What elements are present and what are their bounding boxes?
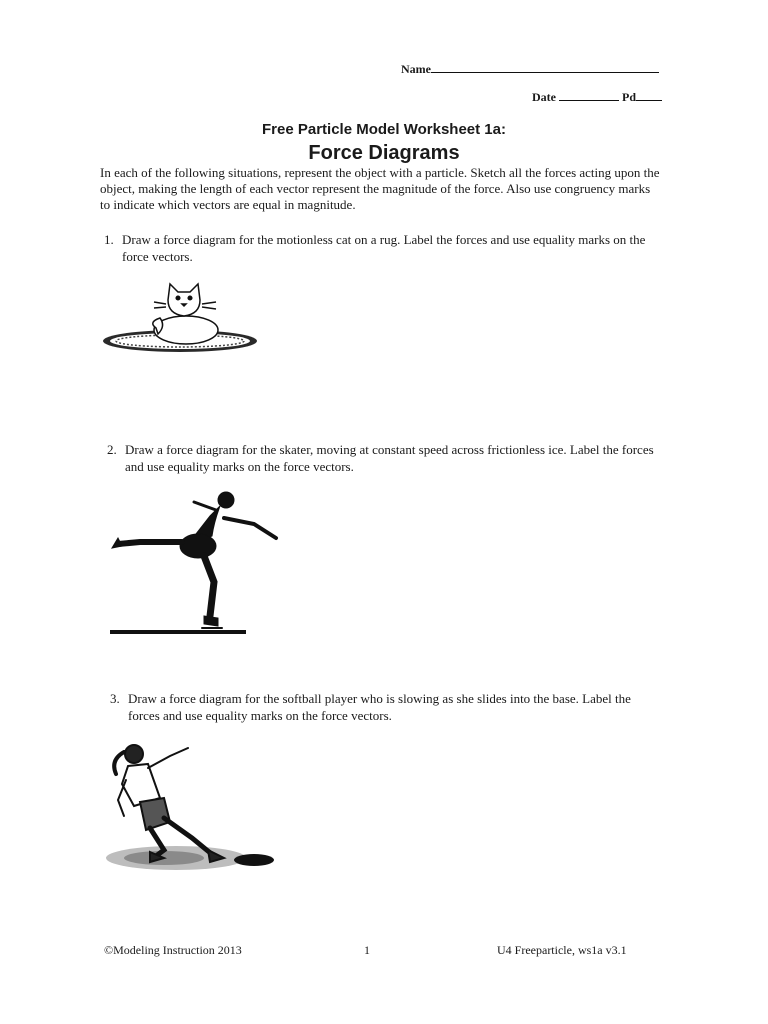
date-label: Date bbox=[532, 90, 556, 104]
ice-surface-line bbox=[110, 630, 246, 634]
period-label: Pd bbox=[622, 90, 637, 104]
softball-player-illustration bbox=[104, 740, 284, 875]
ice-skater-illustration bbox=[106, 490, 286, 640]
period-blank-line[interactable] bbox=[636, 99, 662, 101]
skater-icon bbox=[112, 492, 276, 628]
name-field[interactable] bbox=[401, 62, 659, 77]
question-1 bbox=[104, 231, 664, 271]
question-number: 3. bbox=[110, 691, 120, 706]
question-text: Draw a force diagram for the motionless cat on a rug. Label the forces and use equality marks on the force vectors. bbox=[122, 232, 646, 264]
footer-document-id: U4 Freeparticle, ws1a v3.1 bbox=[497, 943, 627, 957]
name-blank-line[interactable] bbox=[431, 71, 659, 73]
worksheet-subtitle: Free Particle Model Worksheet 1a: bbox=[262, 121, 506, 138]
question-3 bbox=[110, 690, 670, 730]
cat-on-rug-illustration bbox=[100, 278, 260, 358]
base-icon bbox=[234, 854, 274, 866]
cat-icon bbox=[153, 284, 218, 344]
footer-page-number: 1 bbox=[364, 943, 370, 957]
softball-player-icon bbox=[114, 745, 224, 862]
date-blank-line[interactable] bbox=[559, 99, 619, 101]
question-number: 2. bbox=[107, 442, 117, 457]
question-text: Draw a force diagram for the skater, moving at constant speed across frictionless ice. Label the forces and use equality marks on the force vectors. bbox=[125, 442, 654, 474]
name-label: Name bbox=[401, 62, 431, 76]
date-period-row bbox=[532, 90, 662, 105]
question-text: Draw a force diagram for the softball player who is slowing as she slides into the base. Label the forces and use equality marks on the force vectors. bbox=[128, 691, 631, 723]
question-number: 1. bbox=[104, 232, 114, 247]
instructions-paragraph: In each of the following situations, represent the object with a particle. Sketch all the forces acting upon the object, making the length of each vector represent the magnitude of the force. Also use congruency marks to indicate which vectors are equal in magnitude. bbox=[100, 165, 660, 212]
worksheet-title: Force Diagrams bbox=[308, 142, 460, 164]
question-2 bbox=[107, 441, 667, 481]
footer-copyright: ©Modeling Instruction 2013 bbox=[104, 943, 242, 957]
